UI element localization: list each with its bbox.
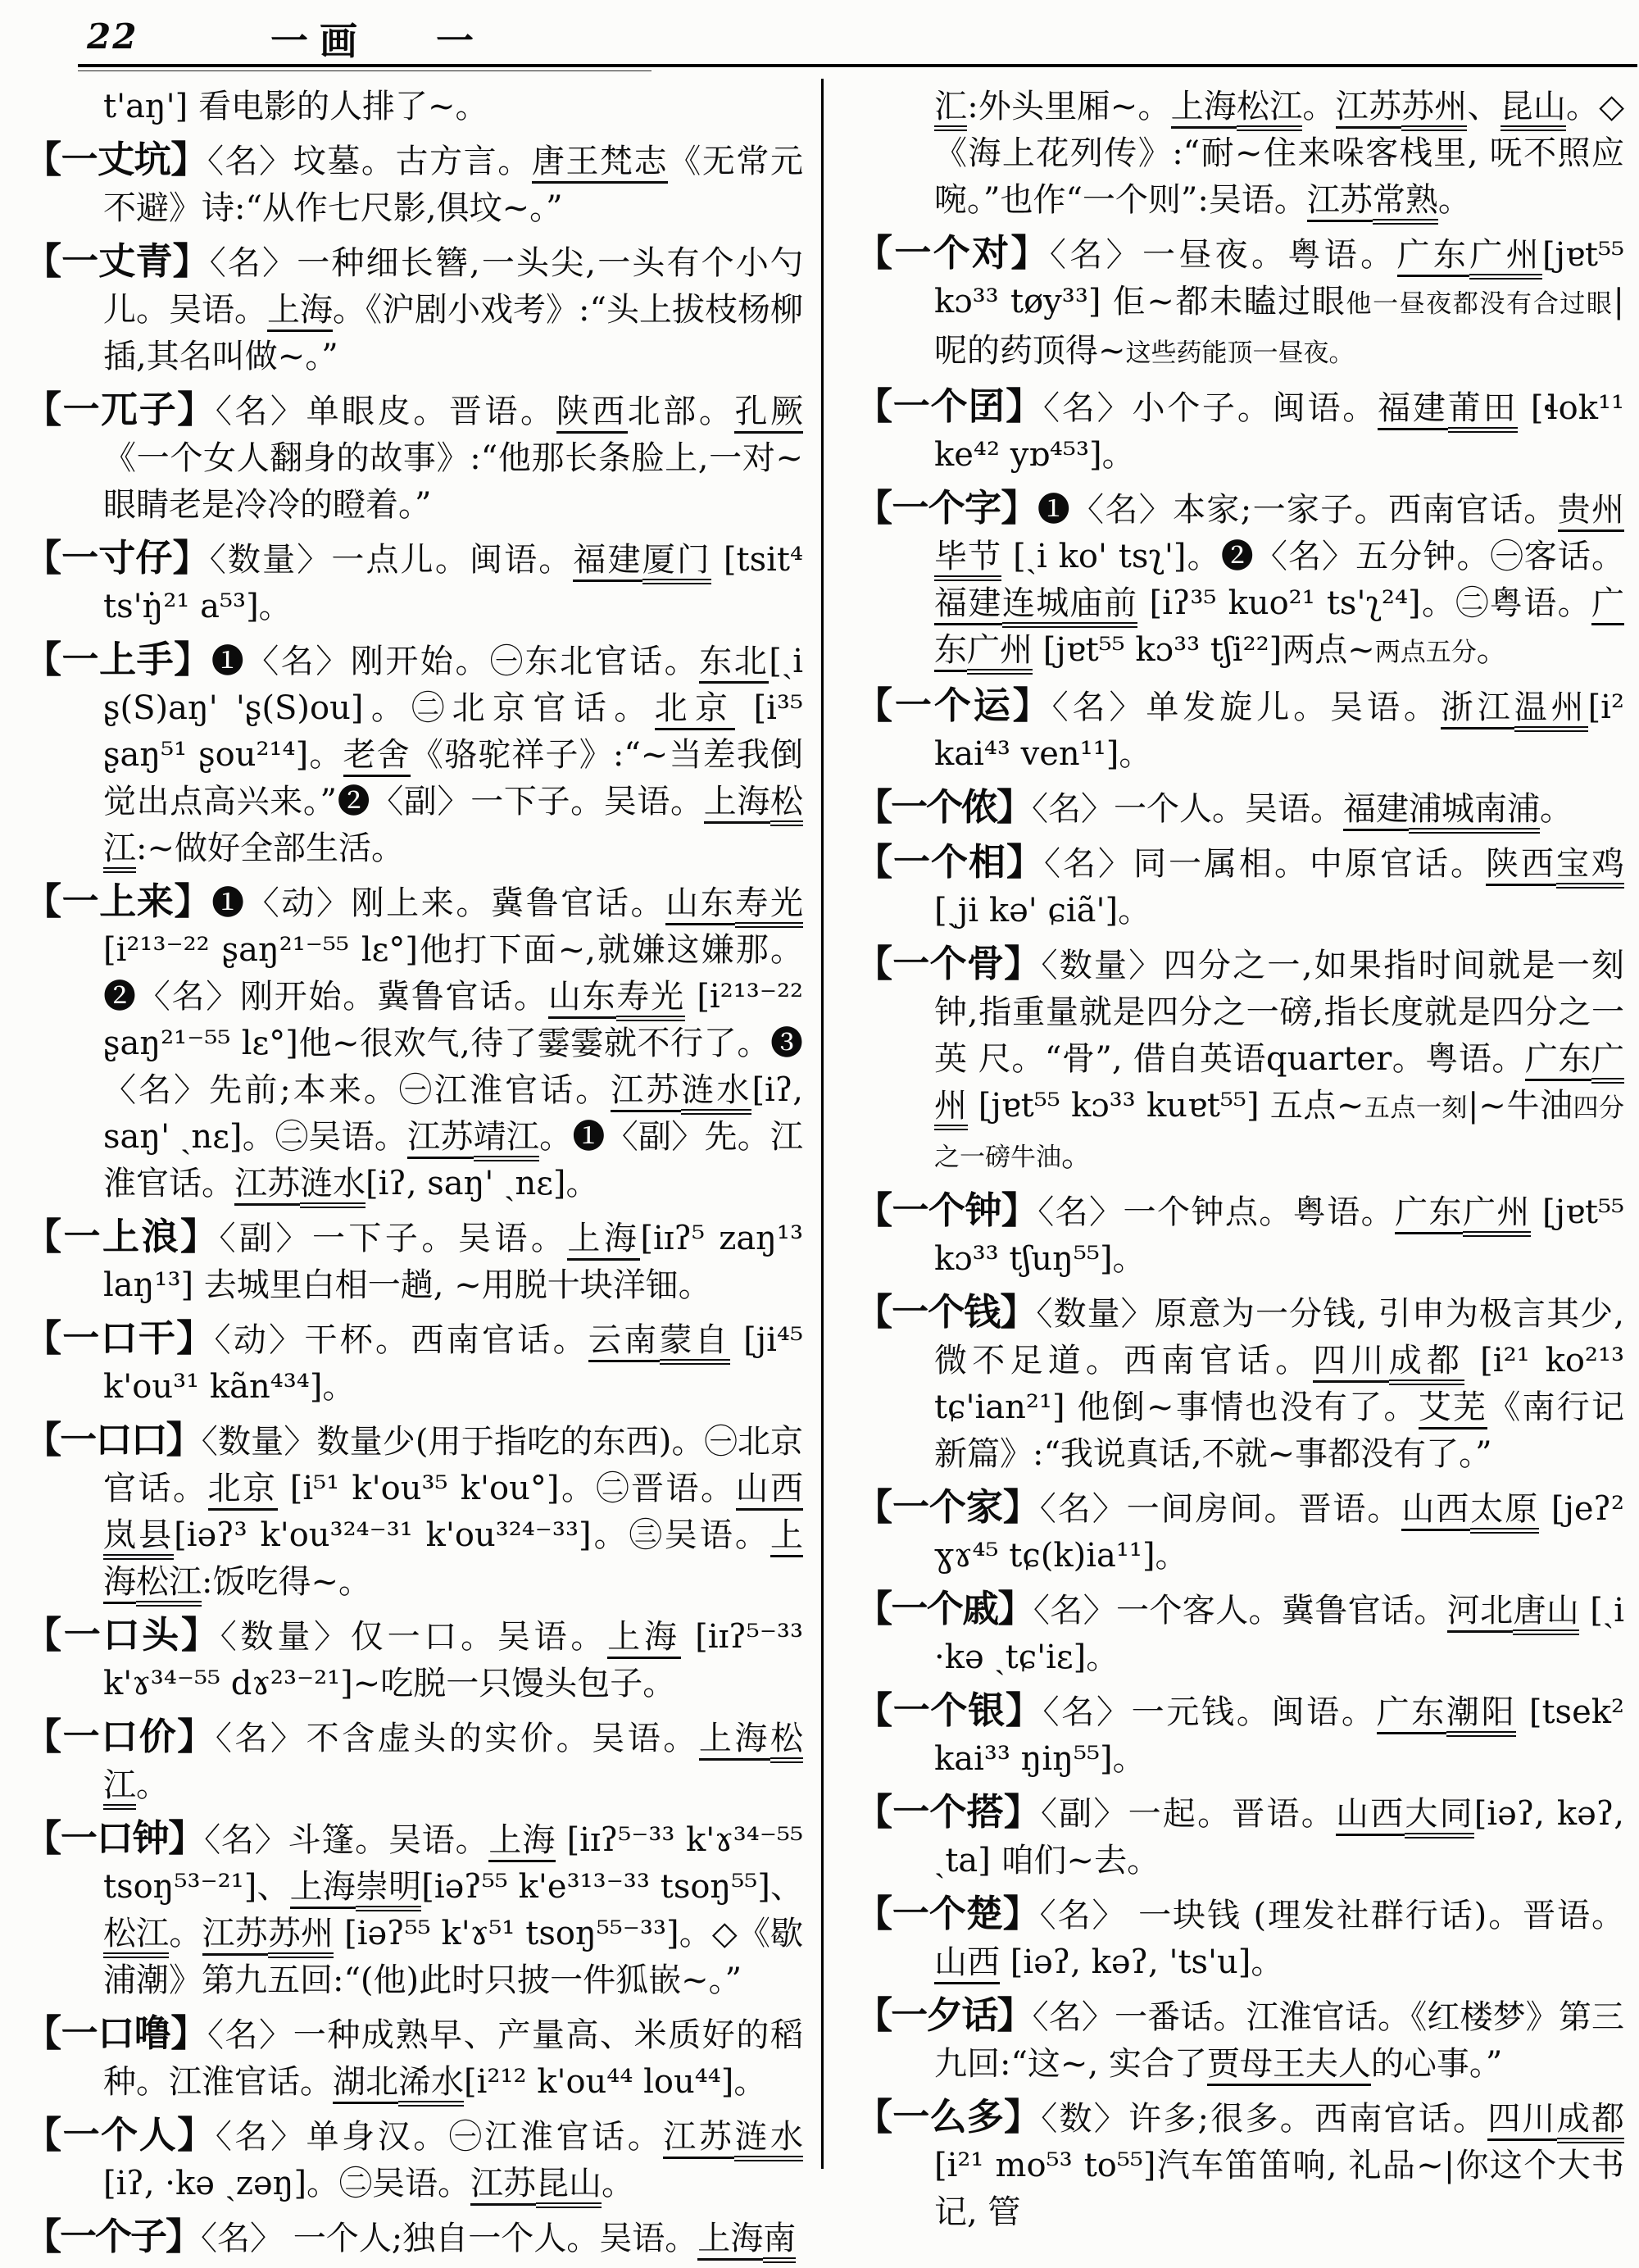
text-segment: 〈名〉 一块钱 (理发社群行话)。晋语。	[1039, 1897, 1624, 1934]
continuation-from-previous-page	[103, 84, 803, 130]
text-segment: 广东	[934, 584, 1624, 672]
entry-headword: 【一口干】	[25, 1316, 215, 1360]
text-segment: 成都	[1557, 2100, 1624, 2143]
text-segment: 山东	[548, 978, 617, 1019]
text-segment: 〈名〉一个客人。冀鲁官话。	[1033, 1592, 1447, 1629]
text-segment: 莆田	[1448, 389, 1519, 433]
entry-yi-ge-yin	[856, 1687, 1624, 1783]
text-segment: 〈名〉一个人。吴语。	[1032, 790, 1344, 828]
text-segment: 松江	[1237, 88, 1302, 131]
text-segment: [iɪʔ⁵⁻³³ k'ɤ³⁴⁻⁵⁵ dɤ²³⁻²¹]~吃脱一只馒头包子。	[103, 1618, 804, 1702]
text-segment: t'aŋ'] 看电影的人排了~。	[103, 88, 488, 125]
text-segment: 福建	[1378, 389, 1448, 430]
text-segment: |呢的药顶得~	[934, 283, 1624, 370]
text-segment: 江苏	[234, 1165, 300, 1206]
text-segment: 老舍	[343, 736, 411, 777]
text-segment: 毕节	[934, 538, 1001, 581]
page-number: 22	[87, 16, 138, 57]
entry-yi-ge-jia	[856, 1484, 1624, 1579]
text-segment: [iʔ³⁵ kuo²¹ ts'ʅ²⁴]。㊁粤语。	[1137, 584, 1592, 622]
text-segment: :饭吃得~。	[202, 1563, 371, 1601]
text-segment: [iɪʔ⁵⁻³³ k'ɤ³⁴⁻⁵⁵ tsoŋ⁵³⁻²¹]、	[103, 1821, 804, 1906]
entry-yi-ge-jian	[856, 383, 1624, 479]
text-segment: [i³⁵ ʂaŋ⁵¹ ʂou²¹⁴]。	[103, 689, 804, 774]
text-segment: 〈数量〉数量少(用于指吃的东西)。㊀北京官话。	[103, 1423, 803, 1507]
text-segment: [iɪʔ⁵ zaŋ¹³ laŋ¹³] 去城里白相一趟, ~用脱十块洋钿。	[103, 1220, 804, 1304]
text-segment: 广州	[934, 1040, 1624, 1130]
text-segment: 〈名〉一种细长簪,一头尖,一头有个小勺儿。吴语。	[103, 244, 803, 329]
text-segment: 涟水	[681, 1071, 751, 1115]
text-segment: 〈名〉不含虚头的实价。吴语。	[215, 1720, 699, 1757]
text-segment: 北部。	[627, 393, 735, 430]
text-segment: 松江	[103, 1720, 803, 1810]
entry-headword: 【一上手】	[25, 638, 211, 681]
text-segment: 〈名〉斗篷。吴语。	[204, 1821, 489, 1859]
text-segment: 。	[602, 2165, 635, 2202]
text-segment: 浙江	[1441, 689, 1514, 729]
text-segment: [iʔ, saŋ' ˏnɛ]。	[365, 1165, 599, 1202]
text-segment: 〈数量〉仅一口。吴语。	[220, 1618, 608, 1656]
text-segment: 江苏	[663, 2118, 734, 2159]
text-segment: 宝鸡	[1556, 845, 1624, 889]
text-segment: 北京	[655, 689, 736, 730]
entry-yi-ge-dui	[856, 230, 1624, 377]
text-segment: 〈名〉一昼夜。粤语。	[1049, 236, 1397, 274]
text-segment: 《一个女人翻身的故事》:“他那长条脸上,一对~眼睛老是冷冷的瞪着。”	[103, 439, 803, 524]
text-segment: 〈动〉干杯。西南官话。	[214, 1321, 588, 1359]
entry-yi-cun-zai	[25, 534, 803, 630]
text-segment: 温州	[1514, 689, 1588, 732]
text-segment: 他一昼夜都没有合过眼	[1346, 289, 1614, 319]
entry-headword: 【一个钟】	[856, 1189, 1038, 1232]
text-segment: 〈名〉单身汉。㊀江淮官话。	[215, 2118, 664, 2156]
text-segment: 河北	[1447, 1592, 1514, 1633]
text-segment: [iəʔ⁵⁵ k'ɤ⁵¹ tsoŋ⁵⁵⁻³³]。◇《歇浦潮》第九五回:“(他)此时只披一件狐嵌~。”	[103, 1915, 804, 1999]
entry-yi-kou-zhong	[25, 1815, 803, 2004]
text-segment: 《骆驼祥子》:“~当差我倒觉出点高兴来。”❷〈副〉一下子。吴语。	[103, 736, 803, 820]
entry-yi-zhang-keng	[25, 136, 803, 232]
text-segment: 〈名〉单发旋儿。吴语。	[1051, 689, 1441, 726]
text-segment: 这些药能顶一昼夜。	[1125, 339, 1355, 368]
text-segment: 。◇《海上花列传》:“耐~住来哚客栈里, 呒不照应啘。”也作“一个则”:吴语。	[934, 88, 1625, 219]
text-segment: 云南	[588, 1321, 660, 1362]
entry-yi-shang-shou	[25, 636, 803, 872]
text-segment: 。	[1540, 790, 1573, 828]
text-segment: 松江	[103, 783, 803, 873]
text-segment: 《无常元不避》诗:“从作七尺影,俱坟~。”	[103, 143, 804, 227]
text-segment: 岚县	[103, 1516, 174, 1560]
entry-yi-ge-xiang	[856, 839, 1624, 934]
text-segment: 的心事。”	[1370, 2045, 1503, 2083]
text-segment: [ˏi ko' tsʅ']。❷〈名〉五分钟。㊀客话。	[1001, 538, 1625, 575]
entry-headword: 【一上浪】	[25, 1215, 220, 1258]
text-segment: 山东	[665, 884, 735, 925]
text-segment: 〈名〉一种成熟早、产量高、米质好的稻种。江淮官话。	[103, 2016, 803, 2101]
entry-headword: 【一个家】	[856, 1485, 1040, 1529]
entry-headword: 【一寸仔】	[25, 536, 210, 579]
entry-yi-ge-qian	[856, 1289, 1624, 1478]
text-segment: [ˏi ·kə ˏtɕ'iɛ]。	[934, 1592, 1625, 1676]
text-segment: [i⁵¹ k'ou³⁵ k'ou°]。㊁晋语。	[277, 1470, 736, 1507]
text-segment: 〈名〉坟墓。古方言。	[207, 143, 532, 180]
text-segment: 广东	[1525, 1040, 1591, 1081]
text-segment: 〈名〉单眼皮。晋语。	[215, 393, 556, 430]
text-segment: 山西	[934, 1943, 1000, 1984]
section-title: 一画	[270, 19, 369, 63]
text-segment: 涟水	[734, 2118, 803, 2161]
text-segment: [i² kai⁴³ ven¹¹]。	[934, 689, 1624, 773]
text-segment: 〈名〉同一属相。中原官话。	[1044, 845, 1486, 883]
text-segment: 福建	[1343, 790, 1409, 831]
text-segment: 孔厥	[734, 393, 803, 434]
page-header	[0, 11, 1639, 62]
entry-yi-ge-chu	[856, 1890, 1624, 1986]
entry-yi-kou-jia	[25, 1713, 803, 1809]
text-segment: 广东	[1397, 236, 1470, 277]
entry-headword: 【一个钱】	[856, 1290, 1037, 1334]
text-segment: ❶〈名〉本家;一家子。西南官话。	[1037, 491, 1558, 529]
entry-yi-shang-lai	[25, 878, 803, 1207]
text-segment: [tsit⁴ ts'ŋ̇²¹ a⁵³]。	[103, 541, 804, 625]
entry-headword: 【一口噜】	[25, 2011, 207, 2055]
text-segment: 四分之一磅牛油	[934, 1093, 1625, 1172]
entry-headword: 【一口钟】	[25, 1816, 205, 1860]
text-segment: 上海	[488, 1821, 556, 1862]
header-rule	[78, 64, 1637, 67]
text-segment: 上海	[699, 1720, 770, 1761]
entry-headword: 【一个侬】	[856, 785, 1033, 829]
text-segment: 上海	[697, 2220, 763, 2261]
entry-yi-ge-nong	[856, 784, 1624, 833]
text-segment: 福建	[934, 584, 1002, 625]
entry-headword: 【一口价】	[25, 1715, 216, 1758]
entry-yi-zhang-qing	[25, 238, 803, 380]
text-segment: [iʔ, ·kə ˏzəŋ]。㊁吴语。	[103, 2165, 471, 2202]
entry-headword: 【一个运】	[856, 684, 1052, 727]
text-segment: 。❶〈副〉先。江淮官话。	[103, 1118, 804, 1202]
entry-headword: 【一个字】	[856, 486, 1037, 530]
text-segment: 广州	[967, 631, 1033, 675]
text-segment: 江苏	[1336, 88, 1401, 129]
text-segment: [jeʔ² ɣɤ⁴⁵ tɕ(k)ia¹¹]。	[934, 1490, 1625, 1575]
text-segment: [jɐt⁵⁵ kɔ³³ tʃuŋ⁵⁵]。	[934, 1193, 1625, 1278]
entry-headword: 【一口头】	[25, 1613, 220, 1657]
entry-headword: 【一夕话】	[856, 1993, 1033, 2037]
text-segment: 唐山	[1513, 1592, 1579, 1635]
text-segment: 寿光	[616, 978, 685, 1021]
entry-headword: 【一个骨】	[856, 942, 1042, 985]
text-segment: 江苏	[1307, 181, 1373, 222]
text-segment: [jɐt⁵⁵ kɔ³³ tøy³³] 佢~都未瞌过眼	[934, 236, 1625, 320]
text-segment: 四川	[1487, 2100, 1557, 2141]
text-segment: 《南行记新篇》:“我说真话,不就~事都没有了。”	[934, 1389, 1625, 1473]
entry-yi-ge-da	[856, 1788, 1624, 1884]
text-segment: 广东	[1377, 1693, 1446, 1734]
text-segment: 东北	[699, 643, 769, 684]
text-segment: :外头里厢~。	[967, 88, 1171, 125]
text-segment: 潮阳	[1446, 1693, 1516, 1737]
text-segment: 蒙自	[660, 1321, 731, 1365]
text-segment: 苏州	[1401, 88, 1467, 131]
entry-yi-ge-yun	[856, 682, 1624, 778]
text-segment: 苏州	[268, 1915, 334, 1958]
text-segment: [i²¹ ko²¹³ tɕ'ian²¹] 他倒~事情也没有了。	[934, 1342, 1625, 1426]
text-segment: 昆山	[1501, 88, 1566, 131]
text-segment: 汇	[934, 88, 967, 131]
text-segment: [ji⁴⁵ k'ou³¹ kãn⁴³⁴]。	[103, 1321, 803, 1406]
text-segment: 湖北	[333, 2063, 398, 2104]
text-segment: 江苏	[611, 1071, 681, 1112]
text-segment: 贵州	[1558, 491, 1624, 532]
text-segment: 上海	[1171, 88, 1237, 129]
entry-yi-wu-zi	[25, 386, 803, 529]
right-column	[856, 84, 1624, 2242]
text-segment: ❶〈动〉刚上来。冀鲁官话。	[211, 884, 666, 922]
text-segment: 广东	[1395, 1193, 1463, 1234]
left-column	[25, 84, 803, 2268]
text-segment: [iəʔ³ k'ou³²⁴⁻³¹ k'ou³²⁴⁻³³]。㊂吴语。	[174, 1516, 770, 1554]
entry-yi-xi-hua	[856, 1992, 1624, 2088]
text-segment: 〈数量〉一点儿。闽语。	[209, 541, 574, 579]
text-segment: 靖江	[474, 1118, 540, 1161]
entry-headword: 【一个银】	[856, 1689, 1043, 1732]
header-rule-shadow	[78, 70, 652, 71]
text-segment: 南浦	[1474, 790, 1540, 834]
text-segment: 〈名〉一间房间。晋语。	[1039, 1490, 1402, 1528]
text-segment: 山西	[736, 1470, 804, 1511]
text-segment: 浦城	[1409, 790, 1474, 834]
text-segment: 唐王梵志	[532, 143, 668, 184]
text-segment: 〈副〉一起。晋语。	[1041, 1795, 1336, 1833]
text-segment: 上海	[267, 291, 333, 332]
text-segment: 上海	[704, 783, 770, 824]
continuation-yi-ge-zi	[934, 84, 1624, 224]
text-segment: 上海	[567, 1220, 640, 1261]
text-segment: 。《沪剧小戏考》:“头上拔枝杨柳插,其名叫做~。”	[103, 291, 803, 375]
text-segment: 〈数量〉原意为一分钱, 引申为极言其少, 微不足道。西南官话。	[934, 1295, 1624, 1379]
text-segment: 艾芜	[1419, 1389, 1488, 1429]
text-segment: 广州	[1463, 1193, 1531, 1237]
text-segment: 松江	[103, 1915, 169, 1958]
entry-headword: 【一上来】	[25, 879, 212, 923]
entry-headword: 【一个戚】	[856, 1587, 1033, 1630]
text-segment: [ˏji kə' ɕiã']。	[934, 892, 1151, 929]
text-segment: [iəʔ⁵⁵ k'e³¹³⁻³³ tsoŋ⁵⁵]、	[421, 1868, 804, 1906]
text-segment: 上海	[607, 1618, 681, 1659]
entry-headword: 【一丈青】	[25, 239, 210, 283]
text-segment: 上海	[103, 1516, 803, 1604]
text-segment: 。	[1437, 181, 1471, 219]
entry-yi-me-duo	[856, 2093, 1624, 2236]
text-segment: 〈名〉小个子。闽语。	[1043, 389, 1378, 427]
entry-headword: 【一个楚】	[856, 1892, 1040, 1935]
entry-headword: 【一个搭】	[856, 1790, 1042, 1834]
text-segment: 贾母王夫人	[1207, 2045, 1371, 2086]
text-segment: 。	[1476, 631, 1510, 669]
text-segment: 福建	[573, 541, 642, 582]
entry-headword: 【一么多】	[856, 2095, 1042, 2138]
entry-headword: 【一个子】	[25, 2215, 202, 2258]
text-segment: [tsek² kai³³ ŋiŋ⁵⁵]。	[934, 1693, 1625, 1778]
entry-headword: 【一丈坑】	[25, 138, 207, 181]
entry-yi-kou-kou	[25, 1416, 803, 1606]
text-segment: 成都	[1389, 1342, 1464, 1385]
entry-yi-ge-gu	[856, 940, 1624, 1181]
entry-yi-kou-tou	[25, 1611, 803, 1707]
text-segment: |~牛油	[1467, 1087, 1573, 1125]
text-segment: [iʔ, saŋ' ˏnɛ]。㊁吴语。	[103, 1071, 804, 1156]
text-segment: 庙前	[1070, 584, 1138, 628]
entry-yi-ge-qi	[856, 1585, 1624, 1681]
text-segment: [i²¹ mo⁵³ to⁵⁵]汽车笛笛响, 礼品~|你这个大书记, 管	[934, 2147, 1624, 2231]
entry-headword: 【一个人】	[25, 2113, 216, 2157]
text-segment: :~做好全部生活。	[136, 829, 404, 867]
text-segment: 常熟	[1373, 181, 1438, 225]
text-segment: 山西	[1401, 1490, 1470, 1531]
text-segment: [i²¹³⁻²² ʂaŋ²¹⁻⁵⁵ lɛ°]他~很欢气,待了霎霎就不行了。❸〈名〉先前;本来。㊀江淮官话。	[103, 978, 804, 1109]
column-divider	[821, 79, 824, 2169]
text-segment: 大同	[1405, 1795, 1473, 1838]
entry-headword: 【一个相】	[856, 840, 1044, 884]
text-segment: 两点五分	[1374, 638, 1477, 667]
text-segment: [iəʔ, kəʔ, 'ts'u]。	[1000, 1943, 1284, 1981]
text-segment: 〈数〉许多;很多。西南官话。	[1041, 2100, 1488, 2138]
text-segment: 太原	[1470, 1490, 1539, 1534]
text-segment: 松江	[136, 1563, 202, 1607]
entry-headword: 【一个对】	[856, 231, 1050, 275]
text-segment: [jɐt⁵⁵ kɔ³³ kuɐt⁵⁵] 五点~	[967, 1087, 1364, 1125]
text-segment: 涟水	[300, 1165, 365, 1208]
text-segment: 江苏	[202, 1915, 268, 1956]
text-segment: 〈副〉一下子。吴语。	[219, 1220, 568, 1257]
text-segment: 陕西	[556, 393, 628, 434]
entry-yi-shang-lang	[25, 1213, 803, 1309]
entry-headword: 【一口口】	[25, 1418, 202, 1461]
text-segment: 〈名〉一番话。江淮官话。《红楼梦》第三九回:“这~, 实合了	[934, 1998, 1624, 2083]
text-segment: [i²¹³⁻²² ʂaŋ²¹⁻⁵⁵ lɛ°]他打下面~,就嫌这嫌那。❷〈名〉刚开始。冀鲁官话。	[103, 931, 803, 1016]
text-segment: [ɬok¹¹ ke⁴² yɒ⁴⁵³]。	[934, 389, 1625, 474]
text-segment: 江苏	[470, 2165, 536, 2206]
text-segment: 〈名〉一个钟点。粤语。	[1037, 1193, 1396, 1231]
text-segment: 〈名〉 一个人;独自一个人。吴语。	[201, 2220, 698, 2257]
entry-yi-ge-zi4	[856, 484, 1624, 676]
text-segment: 〈名〉一元钱。闽语。	[1042, 1693, 1377, 1731]
entry-headword: 【一个囝】	[856, 384, 1044, 428]
entry-yi-ge-zi	[25, 2213, 803, 2262]
text-segment: 江苏	[407, 1118, 474, 1159]
entry-yi-kou-lu	[25, 2010, 803, 2106]
text-segment: ❶〈名〉刚开始。㊀东北官话。	[211, 643, 700, 680]
text-segment: 厦门	[642, 541, 711, 584]
text-segment: 崇明	[356, 1868, 421, 1911]
entry-headword: 【一兀子】	[25, 388, 216, 431]
text-segment: 。	[169, 1915, 202, 1952]
entry-yi-kou-gan	[25, 1315, 803, 1411]
radical-label: 一	[436, 19, 474, 63]
text-segment: 山西	[1336, 1795, 1405, 1836]
text-segment: [i²¹² k'ou⁴⁴ lou⁴⁴]。	[464, 2063, 767, 2101]
text-segment: [jɐt⁵⁵ kɔ³³ tʃi²²]两点~	[1033, 631, 1375, 669]
text-segment: 浠水	[398, 2063, 464, 2107]
text-segment: 寿光	[735, 884, 803, 928]
text-segment: [ˏi ʂ(S)aŋ' 'ʂ(S)ou]。㊁北京官话。	[103, 643, 803, 727]
text-segment: 广州	[1469, 236, 1542, 280]
text-segment: 陕西	[1486, 845, 1556, 886]
text-segment: 、	[1467, 88, 1501, 125]
text-segment: 。	[1302, 88, 1336, 125]
entry-yi-ge-zhong	[856, 1187, 1624, 1283]
text-segment: 南	[763, 2220, 796, 2263]
text-segment: 。	[1061, 1136, 1094, 1174]
text-segment: [iəʔ, kəʔ, ˏta] 咱们~去。	[934, 1795, 1625, 1879]
text-segment: 〈数量〉四分之一,如果指时间就是一刻钟,指重量就是四分之一磅,指长度就是四分之一英 尺。“骨”, 借自英语quarter。粤语。	[934, 947, 1624, 1078]
text-segment: 昆山	[536, 2165, 602, 2208]
text-segment: 五点一刻	[1364, 1093, 1468, 1123]
text-segment: 四川	[1313, 1342, 1388, 1383]
text-segment: 。	[136, 1766, 169, 1804]
text-segment: 北京	[208, 1470, 278, 1511]
entry-yi-ge-ren	[25, 2111, 803, 2207]
text-segment: 连城	[1002, 584, 1070, 628]
text-segment: 上海	[290, 1868, 356, 1909]
